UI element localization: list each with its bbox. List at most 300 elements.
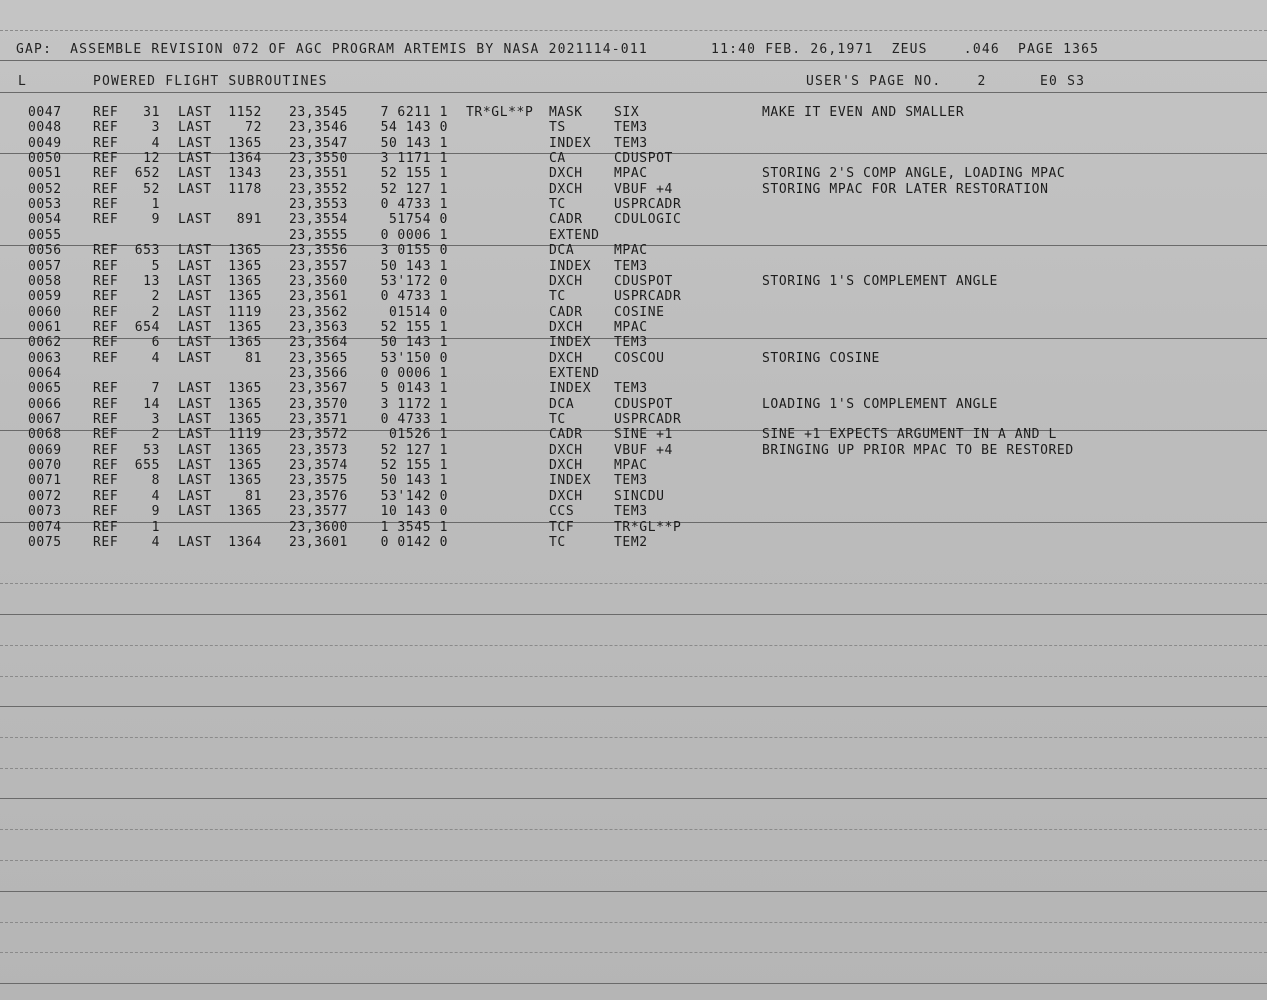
last-page: 1365 (228, 289, 262, 305)
line-number: 0062 (28, 335, 62, 351)
last-page: 1364 (228, 151, 262, 167)
octal-word: 50 143 1 (380, 473, 448, 489)
ref-count: 2 (151, 289, 160, 305)
ref-count: 8 (151, 473, 160, 489)
opcode: DXCH (549, 319, 583, 335)
ref-keyword: REF (93, 258, 119, 274)
opcode: CADR (549, 304, 583, 320)
address: 23,3571 (289, 412, 348, 427)
section-title: POWERED FLIGHT SUBROUTINES (93, 74, 328, 89)
address: 23,3555 (289, 227, 348, 243)
opcode: CADR (549, 427, 583, 443)
opcode: TC (549, 289, 566, 305)
line-number: 0072 (28, 488, 62, 504)
octal-word: 50 143 1 (380, 135, 448, 151)
octal-word: 52 155 1 (380, 458, 448, 474)
last-keyword: LAST (178, 135, 212, 151)
operand: SINE +1 (614, 427, 673, 443)
last-keyword: LAST (178, 427, 212, 443)
operand: MPAC (614, 166, 648, 182)
opcode: CA (549, 151, 566, 167)
last-page: 1365 (228, 504, 262, 520)
comment: SINE +1 EXPECTS ARGUMENT IN A AND L (762, 427, 1057, 443)
opcode: INDEX (549, 381, 592, 397)
last-page: 1365 (228, 412, 262, 427)
ref-count: 7 (151, 381, 160, 397)
ref-keyword: REF (93, 289, 119, 305)
address: 23,3554 (289, 212, 348, 228)
form-rule (0, 583, 1267, 584)
ref-count: 6 (151, 335, 160, 351)
address: 23,3545 (289, 105, 348, 120)
ref-keyword: REF (93, 427, 119, 443)
comment: STORING COSINE (762, 350, 880, 366)
opcode: DXCH (549, 458, 583, 474)
listing-row (0, 120, 1267, 135)
opcode: INDEX (549, 335, 592, 351)
address: 23,3550 (289, 151, 348, 167)
listing-row (0, 489, 1267, 504)
last-page: 1152 (228, 105, 262, 120)
opcode: INDEX (549, 258, 592, 274)
ref-keyword: REF (93, 135, 119, 151)
address: 23,3553 (289, 197, 348, 213)
octal-word: 53'150 0 (380, 350, 448, 366)
last-page: 1365 (228, 135, 262, 151)
address: 23,3600 (289, 519, 348, 535)
operand: TEM2 (614, 534, 648, 550)
listing-row (0, 274, 1267, 289)
opcode: DCA (549, 243, 575, 259)
listing-row (0, 151, 1267, 166)
form-rule (0, 860, 1267, 861)
octal-word: 3 1171 1 (380, 151, 448, 167)
last-keyword: LAST (178, 105, 212, 120)
octal-word: 52 127 1 (380, 442, 448, 458)
opcode: DXCH (549, 350, 583, 366)
octal-word: 3 0155 0 (380, 243, 448, 259)
line-number: 0057 (28, 258, 62, 274)
listing-row (0, 320, 1267, 335)
operand: TEM3 (614, 120, 648, 136)
ref-count: 4 (151, 350, 160, 366)
address: 23,3560 (289, 273, 348, 289)
comment: STORING 1'S COMPLEMENT ANGLE (762, 273, 998, 289)
line-number: 0065 (28, 381, 62, 397)
ref-count: 12 (143, 151, 160, 167)
line-number: 0059 (28, 289, 62, 305)
last-keyword: LAST (178, 458, 212, 474)
last-keyword: LAST (178, 212, 212, 228)
octal-word: 01526 1 (389, 427, 448, 443)
listing-row (0, 443, 1267, 458)
listing-row (0, 182, 1267, 197)
ref-keyword: REF (93, 488, 119, 504)
operand: TEM3 (614, 381, 648, 397)
listing-row (0, 197, 1267, 212)
form-rule (0, 983, 1267, 984)
operand: MPAC (614, 319, 648, 335)
last-keyword: LAST (178, 319, 212, 335)
ref-count: 3 (151, 120, 160, 136)
ref-keyword: REF (93, 304, 119, 320)
line-number: 0064 (28, 365, 62, 381)
last-page: 1365 (228, 473, 262, 489)
last-keyword: LAST (178, 442, 212, 458)
form-rule (0, 829, 1267, 830)
ref-count: 3 (151, 412, 160, 427)
operand: SINCDU (614, 488, 665, 504)
ref-keyword: REF (93, 151, 119, 167)
listing-row (0, 289, 1267, 304)
ref-count: 654 (134, 319, 160, 335)
listing-row (0, 243, 1267, 258)
form-rule (0, 30, 1267, 31)
ref-count: 14 (143, 396, 160, 412)
ref-count: 2 (151, 427, 160, 443)
octal-word: 52 155 1 (380, 166, 448, 182)
address: 23,3577 (289, 504, 348, 520)
last-page: 1343 (228, 166, 262, 182)
listing-row (0, 366, 1267, 381)
line-number: 0075 (28, 534, 62, 550)
address: 23,3564 (289, 335, 348, 351)
line-number: 0060 (28, 304, 62, 320)
octal-word: 54 143 0 (380, 120, 448, 136)
last-page: 81 (245, 488, 262, 504)
last-page: 1365 (228, 335, 262, 351)
ref-count: 2 (151, 304, 160, 320)
octal-word: 0 4733 1 (380, 412, 448, 427)
address: 23,3572 (289, 427, 348, 443)
last-keyword: LAST (178, 181, 212, 197)
opcode: DXCH (549, 273, 583, 289)
form-rule (0, 798, 1267, 799)
opcode: DCA (549, 396, 575, 412)
operand: TEM3 (614, 135, 648, 151)
listing-row (0, 427, 1267, 442)
octal-word: 0 4733 1 (380, 289, 448, 305)
listing-row (0, 504, 1267, 519)
operand: USPRCADR (614, 289, 682, 305)
octal-word: 10 143 0 (380, 504, 448, 520)
octal-word: 53'172 0 (380, 273, 448, 289)
operand: VBUF +4 (614, 181, 673, 197)
listing-row (0, 335, 1267, 350)
line-number: 0048 (28, 120, 62, 136)
last-page: 1364 (228, 534, 262, 550)
octal-word: 52 127 1 (380, 181, 448, 197)
last-keyword: LAST (178, 304, 212, 320)
ref-count: 53 (143, 442, 160, 458)
opcode: CCS (549, 504, 575, 520)
ref-count: 4 (151, 534, 160, 550)
listing-row (0, 351, 1267, 366)
operand: VBUF +4 (614, 442, 673, 458)
last-keyword: LAST (178, 258, 212, 274)
octal-word: 53'142 0 (380, 488, 448, 504)
listing-row (0, 381, 1267, 396)
operand: USPRCADR (614, 412, 682, 427)
listing-row (0, 105, 1267, 120)
last-keyword: LAST (178, 350, 212, 366)
address: 23,3557 (289, 258, 348, 274)
last-keyword: LAST (178, 335, 212, 351)
user-page-number: USER'S PAGE NO. 2 (806, 74, 987, 89)
operand: CDUSPOT (614, 396, 673, 412)
opcode: EXTEND (549, 365, 600, 381)
last-keyword: LAST (178, 243, 212, 259)
listing-row (0, 520, 1267, 535)
operand: MPAC (614, 458, 648, 474)
opcode: MASK (549, 105, 583, 120)
last-page: 1178 (228, 181, 262, 197)
ref-keyword: REF (93, 350, 119, 366)
ref-keyword: REF (93, 519, 119, 535)
form-rule (0, 737, 1267, 738)
listing-row (0, 228, 1267, 243)
comment: STORING 2'S COMP ANGLE, LOADING MPAC (762, 166, 1066, 182)
last-keyword: LAST (178, 289, 212, 305)
last-page: 1365 (228, 273, 262, 289)
operand: SIX (614, 105, 640, 120)
line-number: 0068 (28, 427, 62, 443)
form-rule (0, 676, 1267, 677)
listing-row (0, 259, 1267, 274)
ref-count: 9 (151, 212, 160, 228)
listing-row (0, 397, 1267, 412)
last-page: 891 (236, 212, 262, 228)
octal-word: 0 0006 1 (380, 227, 448, 243)
ref-count: 31 (143, 105, 160, 120)
ref-keyword: REF (93, 412, 119, 427)
ref-count: 655 (134, 458, 160, 474)
line-number: 0058 (28, 273, 62, 289)
last-keyword: LAST (178, 381, 212, 397)
address: 23,3556 (289, 243, 348, 259)
operand: COSCOU (614, 350, 665, 366)
ref-keyword: REF (93, 181, 119, 197)
last-page: 1365 (228, 258, 262, 274)
last-keyword: LAST (178, 488, 212, 504)
opcode: DXCH (549, 166, 583, 182)
address: 23,3566 (289, 365, 348, 381)
opcode: CADR (549, 212, 583, 228)
line-number: 0074 (28, 519, 62, 535)
address: 23,3576 (289, 488, 348, 504)
operand: TR*GL**P (614, 519, 682, 535)
last-keyword: LAST (178, 151, 212, 167)
ref-count: 4 (151, 135, 160, 151)
line-number: 0067 (28, 412, 62, 427)
listing-marker: L (18, 74, 28, 89)
address: 23,3551 (289, 166, 348, 182)
ref-count: 653 (134, 243, 160, 259)
ref-keyword: REF (93, 273, 119, 289)
last-page: 1365 (228, 442, 262, 458)
address: 23,3601 (289, 534, 348, 550)
opcode: INDEX (549, 473, 592, 489)
opcode: EXTEND (549, 227, 600, 243)
last-keyword: LAST (178, 504, 212, 520)
line-number: 0051 (28, 166, 62, 182)
address: 23,3575 (289, 473, 348, 489)
assembly-header: GAP: ASSEMBLE REVISION 072 OF AGC PROGRAM ARTEMIS BY NASA 2021114-011 11:40 FEB. 26,1971 ZEUS .046 PAGE 1365 (16, 42, 1100, 57)
listing-row (0, 412, 1267, 427)
ref-keyword: REF (93, 335, 119, 351)
octal-word: 01514 0 (389, 304, 448, 320)
last-keyword: LAST (178, 396, 212, 412)
ref-keyword: REF (93, 120, 119, 136)
line-number: 0070 (28, 458, 62, 474)
address: 23,3565 (289, 350, 348, 366)
line-number: 0073 (28, 504, 62, 520)
address: 23,3574 (289, 458, 348, 474)
line-number: 0054 (28, 212, 62, 228)
octal-word: 7 6211 1 (380, 105, 448, 120)
address: 23,3561 (289, 289, 348, 305)
form-rule (0, 922, 1267, 923)
line-number: 0052 (28, 181, 62, 197)
last-page: 1119 (228, 427, 262, 443)
address: 23,3562 (289, 304, 348, 320)
ref-keyword: REF (93, 381, 119, 397)
form-rule (0, 645, 1267, 646)
form-rule (0, 768, 1267, 769)
listing-row (0, 166, 1267, 181)
line-number: 0071 (28, 473, 62, 489)
ref-keyword: REF (93, 442, 119, 458)
address: 23,3563 (289, 319, 348, 335)
octal-word: 0 0142 0 (380, 534, 448, 550)
octal-word: 0 4733 1 (380, 197, 448, 213)
octal-word: 5 0143 1 (380, 381, 448, 397)
ref-keyword: REF (93, 197, 119, 213)
ref-keyword: REF (93, 105, 119, 120)
operand: TEM3 (614, 504, 648, 520)
line-number: 0056 (28, 243, 62, 259)
last-page: 72 (245, 120, 262, 136)
last-page: 1365 (228, 458, 262, 474)
listing-row (0, 473, 1267, 488)
opcode: DXCH (549, 488, 583, 504)
ref-count: 1 (151, 519, 160, 535)
comment: BRINGING UP PRIOR MPAC TO BE RESTORED (762, 442, 1074, 458)
octal-word: 51754 0 (389, 212, 448, 228)
operand: CDUSPOT (614, 273, 673, 289)
last-page: 1119 (228, 304, 262, 320)
last-page: 1365 (228, 319, 262, 335)
form-rule (0, 92, 1267, 93)
listing-row (0, 136, 1267, 151)
opcode: DXCH (549, 442, 583, 458)
last-keyword: LAST (178, 473, 212, 489)
opcode: TCF (549, 519, 575, 535)
form-rule (0, 952, 1267, 953)
address: 23,3547 (289, 135, 348, 151)
opcode: DXCH (549, 181, 583, 197)
operand: TEM3 (614, 335, 648, 351)
line-number: 0055 (28, 227, 62, 243)
operand: USPRCADR (614, 197, 682, 213)
opcode: TC (549, 197, 566, 213)
operand: TEM3 (614, 258, 648, 274)
address: 23,3552 (289, 181, 348, 197)
ref-keyword: REF (93, 319, 119, 335)
operand: COSINE (614, 304, 665, 320)
opcode: INDEX (549, 135, 592, 151)
ref-keyword: REF (93, 243, 119, 259)
ref-count: 9 (151, 504, 160, 520)
last-keyword: LAST (178, 534, 212, 550)
octal-word: 0 0006 1 (380, 365, 448, 381)
form-rule (0, 614, 1267, 615)
line-number: 0063 (28, 350, 62, 366)
address: 23,3567 (289, 381, 348, 397)
ref-keyword: REF (93, 458, 119, 474)
last-keyword: LAST (178, 273, 212, 289)
comment: MAKE IT EVEN AND SMALLER (762, 105, 965, 120)
last-keyword: LAST (178, 120, 212, 136)
ref-keyword: REF (93, 504, 119, 520)
form-rule (0, 706, 1267, 707)
octal-word: 1 3545 1 (380, 519, 448, 535)
ref-count: 4 (151, 488, 160, 504)
form-rule (0, 60, 1267, 61)
ref-count: 52 (143, 181, 160, 197)
last-keyword: LAST (178, 412, 212, 427)
line-number: 0049 (28, 135, 62, 151)
ref-count: 5 (151, 258, 160, 274)
ref-count: 13 (143, 273, 160, 289)
ref-keyword: REF (93, 212, 119, 228)
line-number: 0069 (28, 442, 62, 458)
operand: MPAC (614, 243, 648, 259)
line-number: 0066 (28, 396, 62, 412)
last-page: 1365 (228, 381, 262, 397)
form-rule (0, 891, 1267, 892)
opcode: TC (549, 534, 566, 550)
last-page: 81 (245, 350, 262, 366)
address: 23,3573 (289, 442, 348, 458)
comment: STORING MPAC FOR LATER RESTORATION (762, 181, 1049, 197)
operand: CDUSPOT (614, 151, 673, 167)
ref-keyword: REF (93, 534, 119, 550)
listing-row (0, 535, 1267, 550)
eo-code: E0 S3 (1040, 74, 1086, 89)
octal-word: 3 1172 1 (380, 396, 448, 412)
opcode: TS (549, 120, 566, 136)
octal-word: 50 143 1 (380, 258, 448, 274)
ref-keyword: REF (93, 396, 119, 412)
line-number: 0053 (28, 197, 62, 213)
line-number: 0050 (28, 151, 62, 167)
last-page: 1365 (228, 243, 262, 259)
listing-row (0, 305, 1267, 320)
line-number: 0061 (28, 319, 62, 335)
operand: CDULOGIC (614, 212, 682, 228)
ref-count: 652 (134, 166, 160, 182)
ref-keyword: REF (93, 473, 119, 489)
last-keyword: LAST (178, 166, 212, 182)
octal-word: 52 155 1 (380, 319, 448, 335)
ref-count: 1 (151, 197, 160, 213)
address: 23,3570 (289, 396, 348, 412)
symbol-label: TR*GL**P (466, 105, 534, 120)
line-number: 0047 (28, 105, 62, 120)
last-page: 1365 (228, 396, 262, 412)
operand: TEM3 (614, 473, 648, 489)
